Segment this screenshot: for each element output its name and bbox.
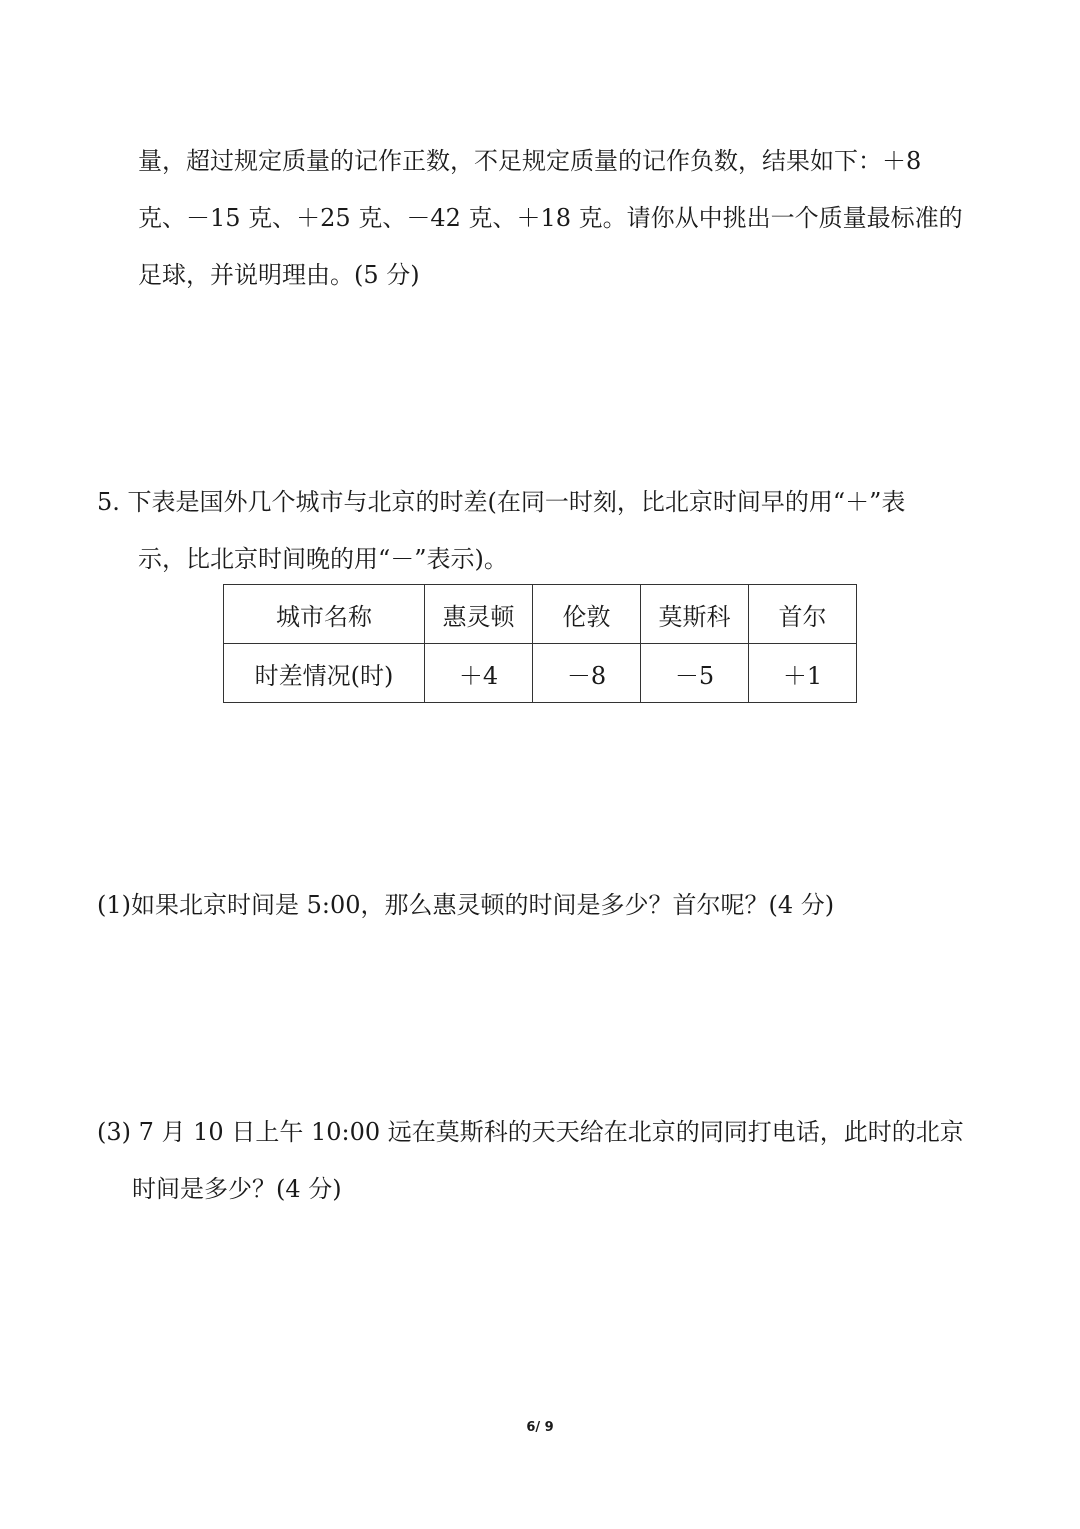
table-cell: 伦敦 bbox=[533, 585, 641, 644]
table-cell: 惠灵顿 bbox=[425, 585, 533, 644]
q4-text-line-3: 足球，并说明理由。(5 分) bbox=[138, 261, 420, 289]
table-cell: －5 bbox=[641, 644, 749, 703]
table-cell: ＋4 bbox=[425, 644, 533, 703]
table-cell: ＋1 bbox=[749, 644, 857, 703]
q5-sub-question-3-line-2: 时间是多少？(4 分) bbox=[132, 1175, 342, 1203]
q4-text-line-1: 量，超过规定质量的记作正数，不足规定质量的记作负数，结果如下：＋8 bbox=[138, 147, 922, 175]
table-cell: －8 bbox=[533, 644, 641, 703]
q5-text-line-2: 示，比北京时间晚的用“－”表示)。 bbox=[138, 545, 508, 573]
table-cell: 城市名称 bbox=[224, 585, 425, 644]
q5-sub-question-1: (1)如果北京时间是 5:00，那么惠灵顿的时间是多少？首尔呢？(4 分) bbox=[97, 891, 835, 919]
q5-sub-question-3-line-1: (3) 7 月 10 日上午 10:00 远在莫斯科的天天给在北京的同同打电话，此时的北京 bbox=[97, 1118, 964, 1146]
page-number: 6/ 9 bbox=[526, 1420, 554, 1435]
table-row bbox=[224, 644, 857, 703]
q4-text-line-2: 克、－15 克、＋25 克、－42 克、＋18 克。请你从中挑出一个质量最标准的 bbox=[138, 204, 963, 232]
table-cell: 时差情况(时) bbox=[224, 644, 425, 703]
table-cell: 莫斯科 bbox=[641, 585, 749, 644]
q5-text-line-1: 5. 下表是国外几个城市与北京的时差(在同一时刻，比北京时间早的用“＋”表 bbox=[97, 488, 906, 516]
table-cell: 首尔 bbox=[749, 585, 857, 644]
time-difference-table bbox=[223, 584, 857, 703]
table-header-row bbox=[224, 585, 857, 644]
